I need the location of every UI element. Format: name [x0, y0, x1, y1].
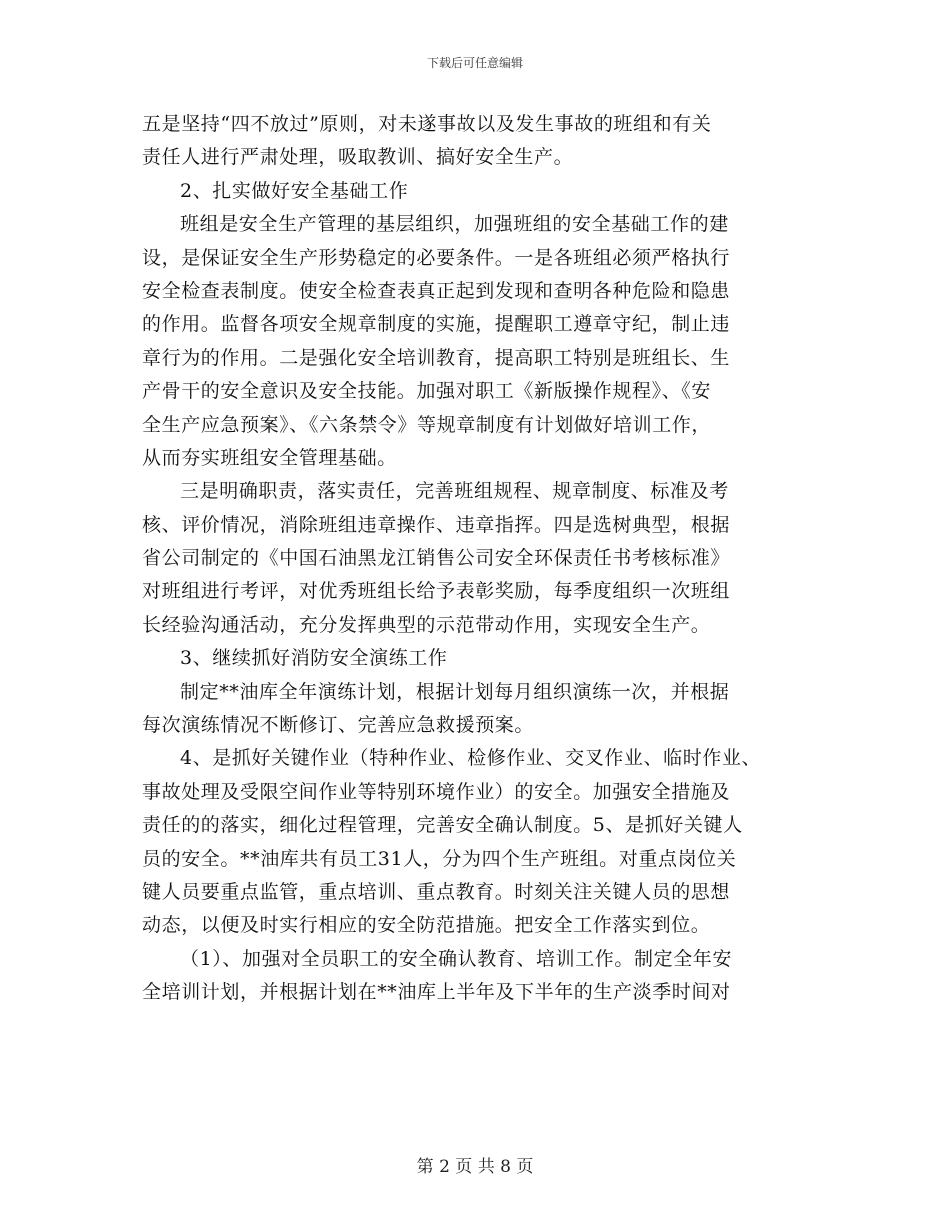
text-line: 班组是安全生产管理的基层组织，加强班组的安全基础工作的建: [180, 213, 729, 236]
page-footer: 第 2 页 共 8 页: [416, 1157, 534, 1177]
text-line: 责任人进行严肃处理，吸取教训、搞好安全生产。: [142, 146, 574, 169]
text-line: 产骨干的安全意识及安全技能。加强对职工《新版操作规程》、《安: [142, 380, 712, 403]
page-header: 下载后可任意编辑: [426, 56, 523, 70]
text-line: 2、扎实做好安全基础工作: [180, 179, 409, 202]
document-body: [142, 108, 826, 1010]
text-line: 安全检查表制度。使安全检查表真正起到发现和查明各种危险和隐患: [142, 279, 731, 302]
text-line: 长经验沟通活动，充分发挥典型的示范带动作用，实现安全生产。: [142, 613, 711, 636]
text-line: 从而夯实班组安全管理基础。: [142, 446, 397, 469]
text-line: 五是坚持“四不放过”原则，对未遂事故以及发生事故的班组和有关: [142, 113, 712, 135]
text-line: 三是明确职责，落实责任，完善班组规程、规章制度、标准及考: [180, 480, 729, 503]
text-line: 章行为的作用。二是强化安全培训教育，提高职工特别是班组长、生: [142, 346, 731, 369]
text-line: 制定**油库全年演练计划，根据计划每月组织演练一次，并根据: [180, 680, 730, 703]
text-line: 核、评价情况，消除班组违章操作、违章指挥。四是选树典型，根据: [142, 513, 731, 536]
text-line: 事故处理及受限空间作业等特别环境作业）的安全。加强安全措施及: [142, 780, 731, 803]
text-line: 全培训计划，并根据计划在**油库上半年及下半年的生产淡季时间对: [142, 981, 731, 1004]
text-line: 4、是抓好关键作业（特种作业、检修作业、交叉作业、临时作业、: [180, 747, 762, 770]
text-line: 省公司制定的《中国石油黑龙江销售公司安全环保责任书考核标准》: [142, 547, 731, 570]
text-line: 全生产应急预案》、《六条禁令》等规章制度有计划做好培训工作，: [142, 413, 712, 436]
text-line: 的作用。监督各项安全规章制度的实施，提醒职工遵章守纪，制止违: [142, 313, 731, 336]
text-line: 对班组进行考评，对优秀班组长给予表彰奖励，每季度组织一次班组: [142, 580, 731, 603]
text-line: 3、继续抓好消防安全演练工作: [180, 647, 448, 670]
text-line: 员的安全。**油库共有员工31人，分为四个生产班组。对重点岗位关: [142, 847, 737, 870]
text-line: 每次演练情况不断修订、完善应急救援预案。: [142, 714, 535, 737]
text-line: 键人员要重点监管，重点培训、重点教育。时刻关注关键人员的思想: [142, 880, 731, 903]
text-line: 设，是保证安全生产形势稳定的必要条件。一是各班组必须严格执行: [142, 246, 731, 269]
text-line: 动态，以便及时实行相应的安全防范措施。把安全工作落实到位。: [142, 914, 711, 937]
text-line: （1）、加强对全员职工的安全确认教育、培训工作。制定全年安: [180, 947, 732, 970]
text-line: 责任的的落实，细化过程管理，完善安全确认制度。5、是抓好关键人: [142, 814, 743, 837]
